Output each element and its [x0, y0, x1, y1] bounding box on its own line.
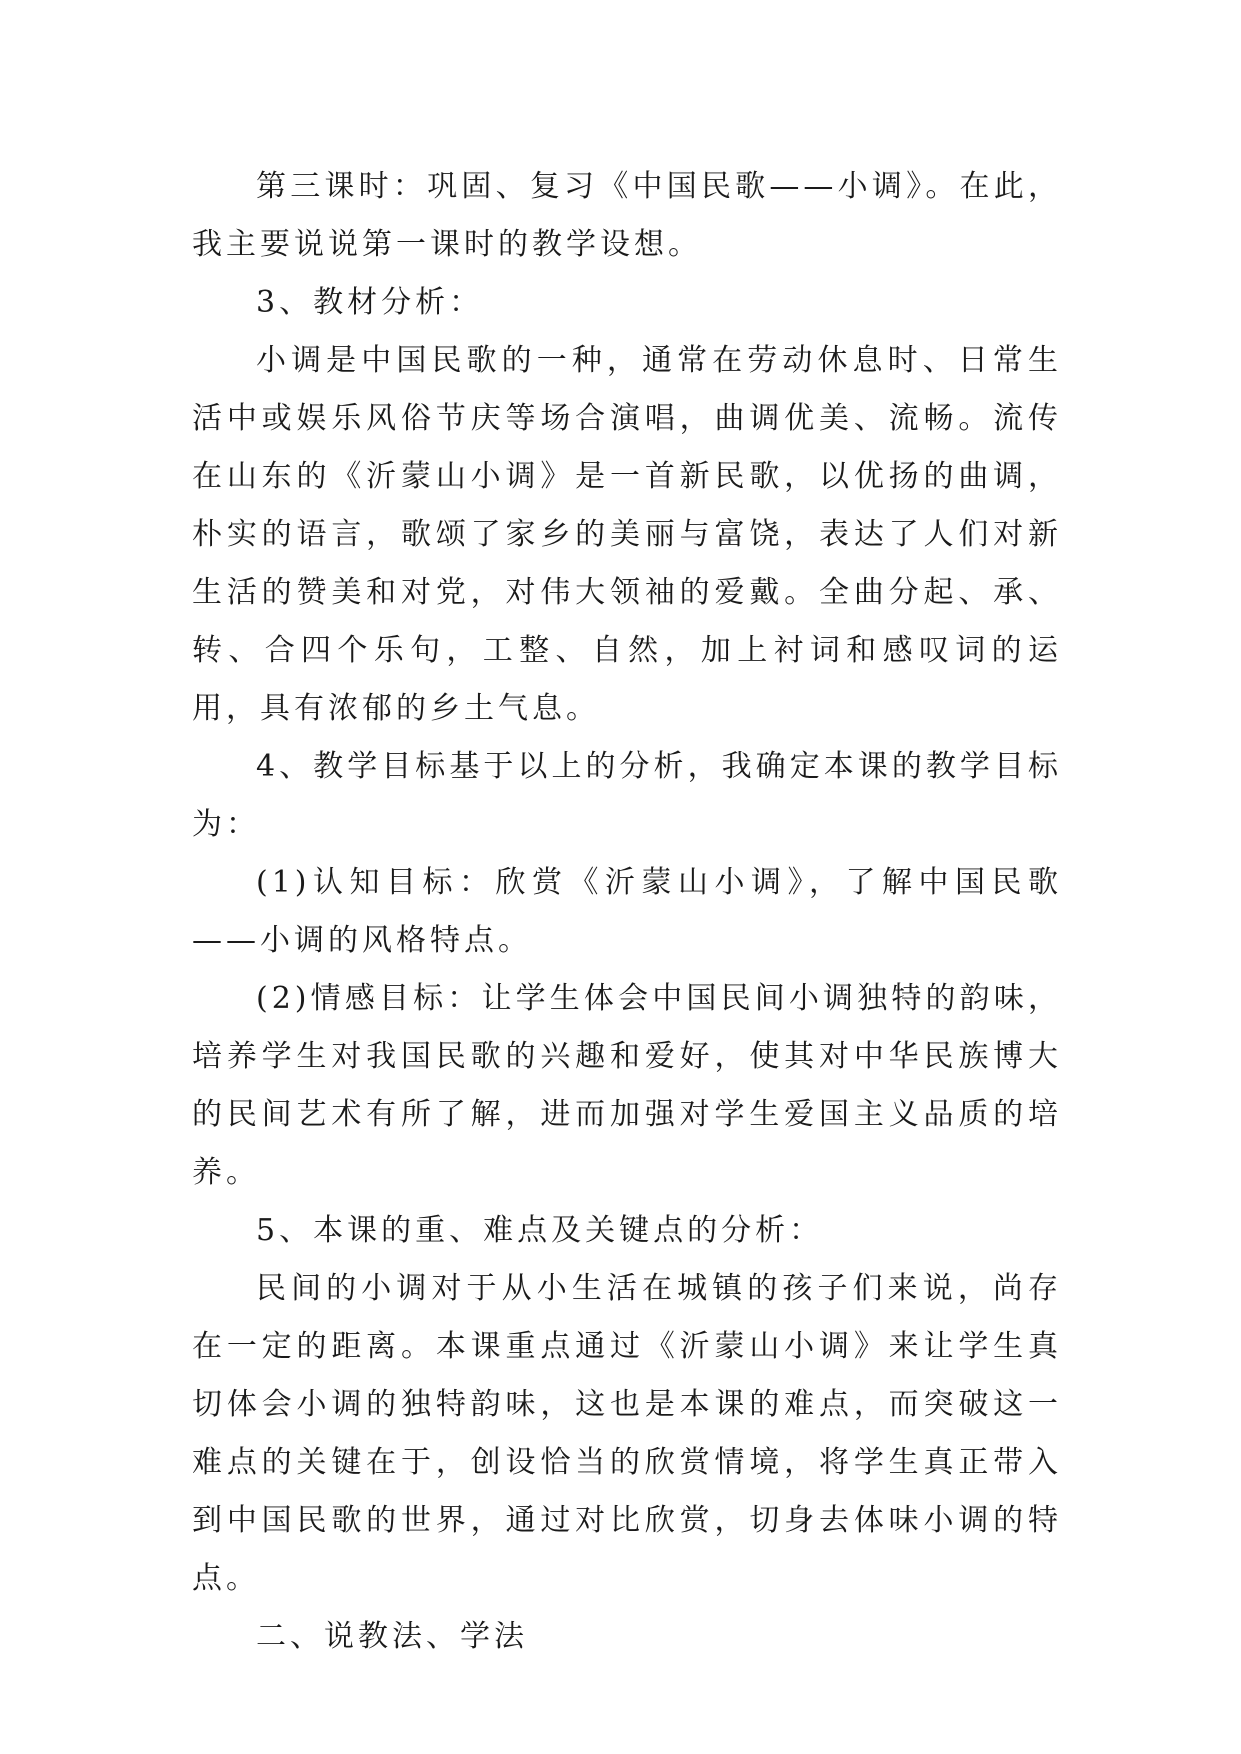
heading-key-points: 5、本课的重、难点及关键点的分析：	[256, 1213, 824, 1248]
document-body	[192, 158, 1062, 1666]
paragraph-lesson-three: 第三课时：巩固、复习《中国民歌——小调》。在此，我主要说说第一课时的教学设想。	[192, 169, 1062, 262]
paragraph-textbook-analysis: 小调是中国民歌的一种，通常在劳动休息时、日常生活中或娱乐风俗节庆等场合演唱，曲调优美、流畅。流传在山东的《沂蒙山小调》是一首新民歌，以优扬的曲调，朴实的语言，歌颂了家乡的美丽与富饶，表达了人们对新生活的赞美和对党，对伟大领袖的爱戴。全曲分起、承、转、合四个乐句，工整、自然，加上衬词和感叹词的运用，具有浓郁的乡土气息。	[192, 343, 1062, 726]
paragraph-teaching-goals: 4、教学目标基于以上的分析，我确定本课的教学目标为：	[192, 749, 1062, 842]
heading-textbook-analysis: 3、教材分析：	[256, 285, 484, 320]
heading-teaching-methods: 二、说教法、学法	[256, 1619, 528, 1654]
paragraph-emotional-goal: (2)情感目标：让学生体会中国民间小调独特的韵味，培养学生对我国民歌的兴趣和爱好，使其对中华民族博大的民间艺术有所了解，进而加强对学生爱国主义品质的培养。	[192, 981, 1062, 1190]
paragraph-key-points: 民间的小调对于从小生活在城镇的孩子们来说，尚存在一定的距离。本课重点通过《沂蒙山小调》来让学生真切体会小调的独特韵味，这也是本课的难点，而突破这一难点的关键在于，创设恰当的欣赏情境，将学生真正带入到中国民歌的世界，通过对比欣赏，切身去体味小调的特点。	[192, 1271, 1062, 1596]
paragraph-cognitive-goal: (1)认知目标：欣赏《沂蒙山小调》，了解中国民歌——小调的风格特点。	[192, 865, 1062, 958]
